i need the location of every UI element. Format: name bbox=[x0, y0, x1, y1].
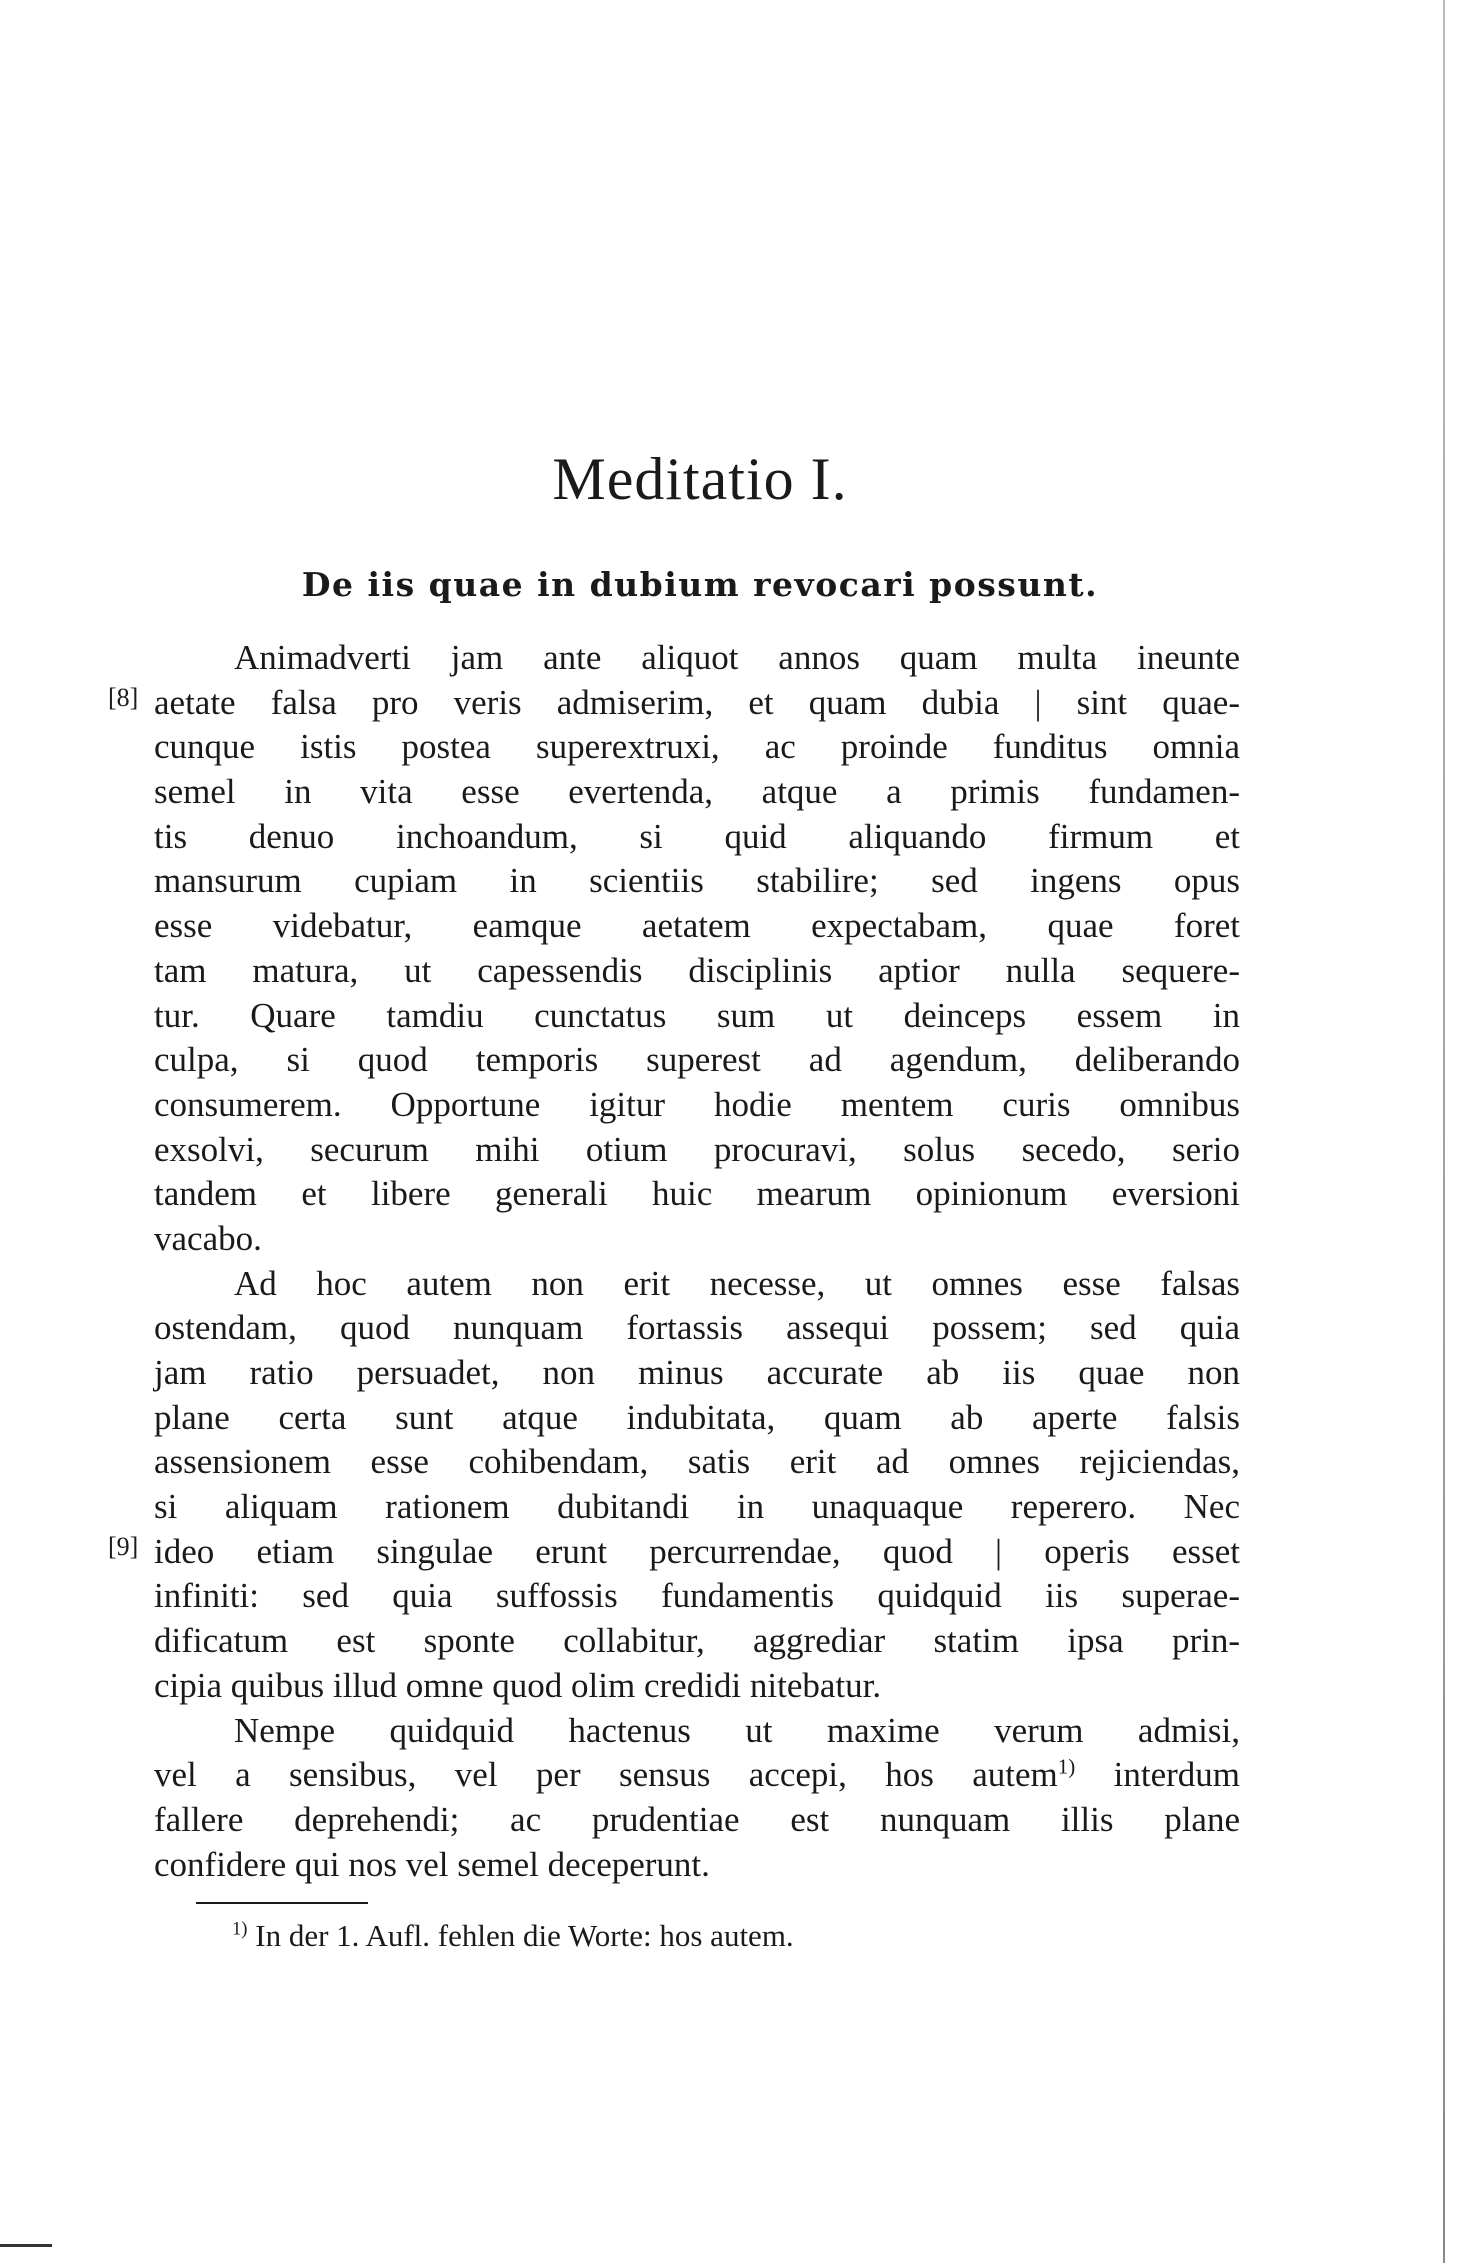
text-line: mansurum cupiam in scientiis stabilire; sed ingens opus bbox=[154, 861, 1240, 901]
text-line: confidere qui nos vel semel deceperunt. bbox=[154, 1844, 710, 1884]
margin-page-ref-9: [9] bbox=[108, 1532, 139, 1561]
footnote bbox=[232, 1918, 794, 1954]
body-text bbox=[154, 636, 1240, 1887]
text-segment: vel a sensibus, vel per sensus accepi, hos autem bbox=[154, 1755, 1058, 1795]
text-line: plane certa sunt atque indubitata, quam ab aperte falsis bbox=[154, 1397, 1240, 1437]
text-line: semel in vita esse evertenda, atque a primis fundamen- bbox=[154, 772, 1240, 812]
footnote-divider bbox=[196, 1902, 368, 1904]
text-line: vacabo. bbox=[154, 1218, 262, 1258]
paragraph-2 bbox=[154, 1262, 1240, 1709]
text-line: si aliquam rationem dubitandi in unaquaque reperero. Nec bbox=[154, 1487, 1240, 1527]
text-line: tur. Quare tamdiu cunctatus sum ut deinceps essem in bbox=[154, 995, 1240, 1035]
text-line: Animadverti jam ante aliquot annos quam multa ineunte bbox=[234, 638, 1240, 677]
text-line: Nempe quidquid hactenus ut maxime verum admisi, bbox=[234, 1710, 1240, 1750]
page-title: Meditatio I. bbox=[552, 446, 848, 512]
footnote-reference: 1) bbox=[1057, 1754, 1076, 1779]
footnote-mark: 1) bbox=[232, 1918, 248, 1940]
paragraph-1 bbox=[154, 636, 1240, 1262]
text-line: esse videbatur, eamque aetatem expectabam, quae foret bbox=[154, 906, 1240, 946]
text-line: exsolvi, securum mihi otium procuravi, solus secedo, serio bbox=[154, 1129, 1240, 1169]
text-line: infiniti: sed quia suffossis fundamentis quidquid iis superae- bbox=[154, 1576, 1240, 1616]
page-edge-line bbox=[1443, 0, 1445, 2263]
text-line: cipia quibus illud omne quod olim credidi nitebatur. bbox=[154, 1665, 882, 1705]
text-line: assensionem esse cohibendam, satis erit ad omnes rejiciendas, bbox=[154, 1442, 1240, 1482]
text-line: culpa, si quod temporis superest ad agendum, deliberando bbox=[154, 1040, 1240, 1080]
text-line: consumerem. Opportune igitur hodie mentem curis omnibus bbox=[154, 1084, 1240, 1124]
text-line: jam ratio persuadet, non minus accurate ab iis quae non bbox=[154, 1353, 1240, 1392]
text-segment: interdum bbox=[1113, 1755, 1240, 1795]
text-line: fallere deprehendi; ac prudentiae est nunquam illis plane bbox=[154, 1799, 1240, 1839]
text-line: ideo etiam singulae erunt percurrendae, quod | operis esset bbox=[154, 1531, 1240, 1571]
text-line: dificatum est sponte collabitur, aggrediar statim ipsa prin- bbox=[154, 1621, 1240, 1661]
text-line: cunque istis postea superextruxi, ac proinde funditus omnia bbox=[154, 727, 1240, 767]
text-line: ostendam, quod nunquam fortassis assequi possem; sed quia bbox=[154, 1308, 1240, 1348]
text-line-with-footnote bbox=[154, 1753, 1240, 1798]
text-line: tandem et libere generali huic mearum opinionum eversioni bbox=[154, 1174, 1240, 1214]
text-line: tam matura, ut capessendis disciplinis aptior nulla sequere- bbox=[154, 950, 1240, 990]
footnote-text: In der 1. Aufl. fehlen die Worte: hos autem. bbox=[255, 1918, 794, 1953]
margin-page-ref-8: [8] bbox=[108, 683, 139, 712]
text-line: tis denuo inchoandum, si quid aliquando firmum et bbox=[154, 816, 1240, 856]
paragraph-3 bbox=[154, 1709, 1240, 1888]
scan-corner-mark bbox=[0, 2244, 52, 2247]
text-line: aetate falsa pro veris admiserim, et quam dubia | sint quae- bbox=[154, 682, 1240, 722]
text-line: Ad hoc autem non erit necesse, ut omnes esse falsas bbox=[234, 1263, 1240, 1303]
page-subtitle: De iis quae in dubium revocari possunt. bbox=[301, 565, 1099, 604]
